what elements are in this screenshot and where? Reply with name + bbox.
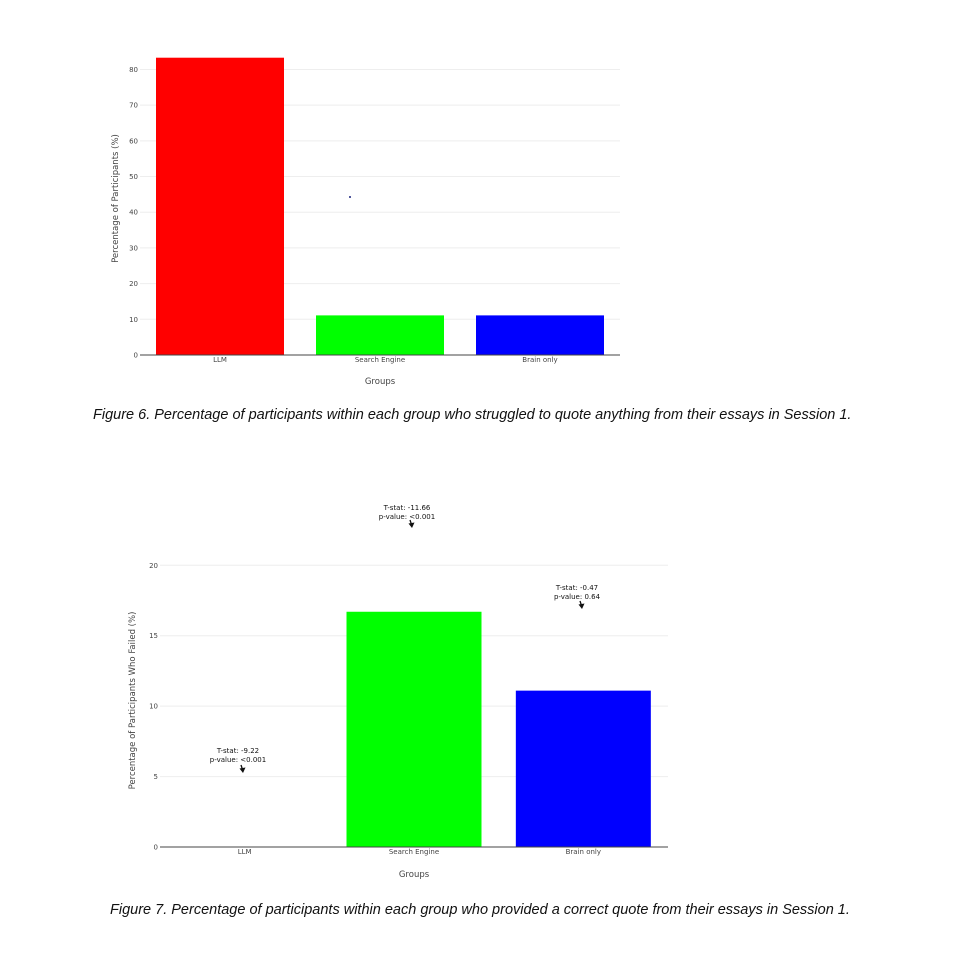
fig7-annotation-text: p-value: <0.001	[209, 756, 267, 764]
fig7-y-tick-label: 0	[153, 843, 158, 852]
fig6-y-tick-label: 70	[129, 101, 138, 110]
fig7-x-tick-label: Search Engine	[388, 848, 440, 856]
fig6-stray-marker	[349, 196, 351, 198]
fig6-y-tick-label: 80	[129, 65, 138, 74]
fig6-y-axis-title: Percentage of Participants (%)	[111, 134, 121, 263]
fig7-y-tick-label: 5	[153, 773, 158, 782]
fig7-annotation-arrowhead	[409, 523, 415, 529]
fig6-y-tick-label: 10	[129, 315, 138, 324]
fig6-x-tick-label: Search Engine	[354, 356, 406, 364]
fig7-annotation-text: p-value: 0.64	[553, 593, 601, 601]
fig7-x-axis-title: Groups	[398, 870, 430, 880]
fig6-x-tick-label: Brain only	[522, 356, 558, 364]
fig6-bar-brain-only	[476, 315, 604, 355]
fig6-y-tick-label: 50	[129, 173, 138, 182]
fig7-x-tick-label: Brain only	[565, 848, 602, 856]
fig6-x-tick-label: LLM	[213, 356, 227, 364]
fig6-bar-search-engine	[316, 315, 444, 355]
fig6-y-tick-label: 60	[129, 137, 138, 146]
fig6-bar-llm	[156, 58, 284, 355]
fig7-bar-brain-only	[516, 691, 651, 847]
fig6-x-axis-title: Groups	[364, 377, 396, 387]
fig7-annotation-text: p-value: <0.001	[378, 513, 436, 521]
fig6-y-tick-label: 20	[129, 280, 138, 289]
fig7-y-axis-title: Percentage of Participants Who Failed (%)	[128, 611, 138, 790]
fig7-y-tick-label: 20	[149, 561, 158, 570]
fig7-x-tick-label: LLM	[237, 848, 252, 856]
fig7-annotation-text: T-stat: -11.66	[383, 504, 431, 512]
fig7-bar-search-engine	[347, 612, 482, 847]
figure-7-caption: Figure 7. Percentage of participants within each group who provided a correct quote from their essays in Session 1.	[110, 902, 850, 918]
fig7-annotation-arrowhead	[579, 604, 585, 610]
fig7-annotation-text: T-stat: -0.47	[555, 584, 599, 592]
figure-6-caption: Figure 6. Percentage of participants within each group who struggled to quote anything from their essays in Session 1.	[93, 407, 852, 423]
fig7-annotation-text: T-stat: -9.22	[216, 747, 260, 755]
fig6-y-tick-label: 30	[129, 244, 138, 253]
fig7-annotation-arrowhead	[240, 768, 246, 774]
fig6-y-tick-label: 0	[133, 351, 138, 360]
fig6-y-tick-label: 40	[129, 208, 138, 217]
fig7-y-tick-label: 15	[149, 632, 158, 641]
fig7-y-tick-label: 10	[149, 702, 158, 711]
